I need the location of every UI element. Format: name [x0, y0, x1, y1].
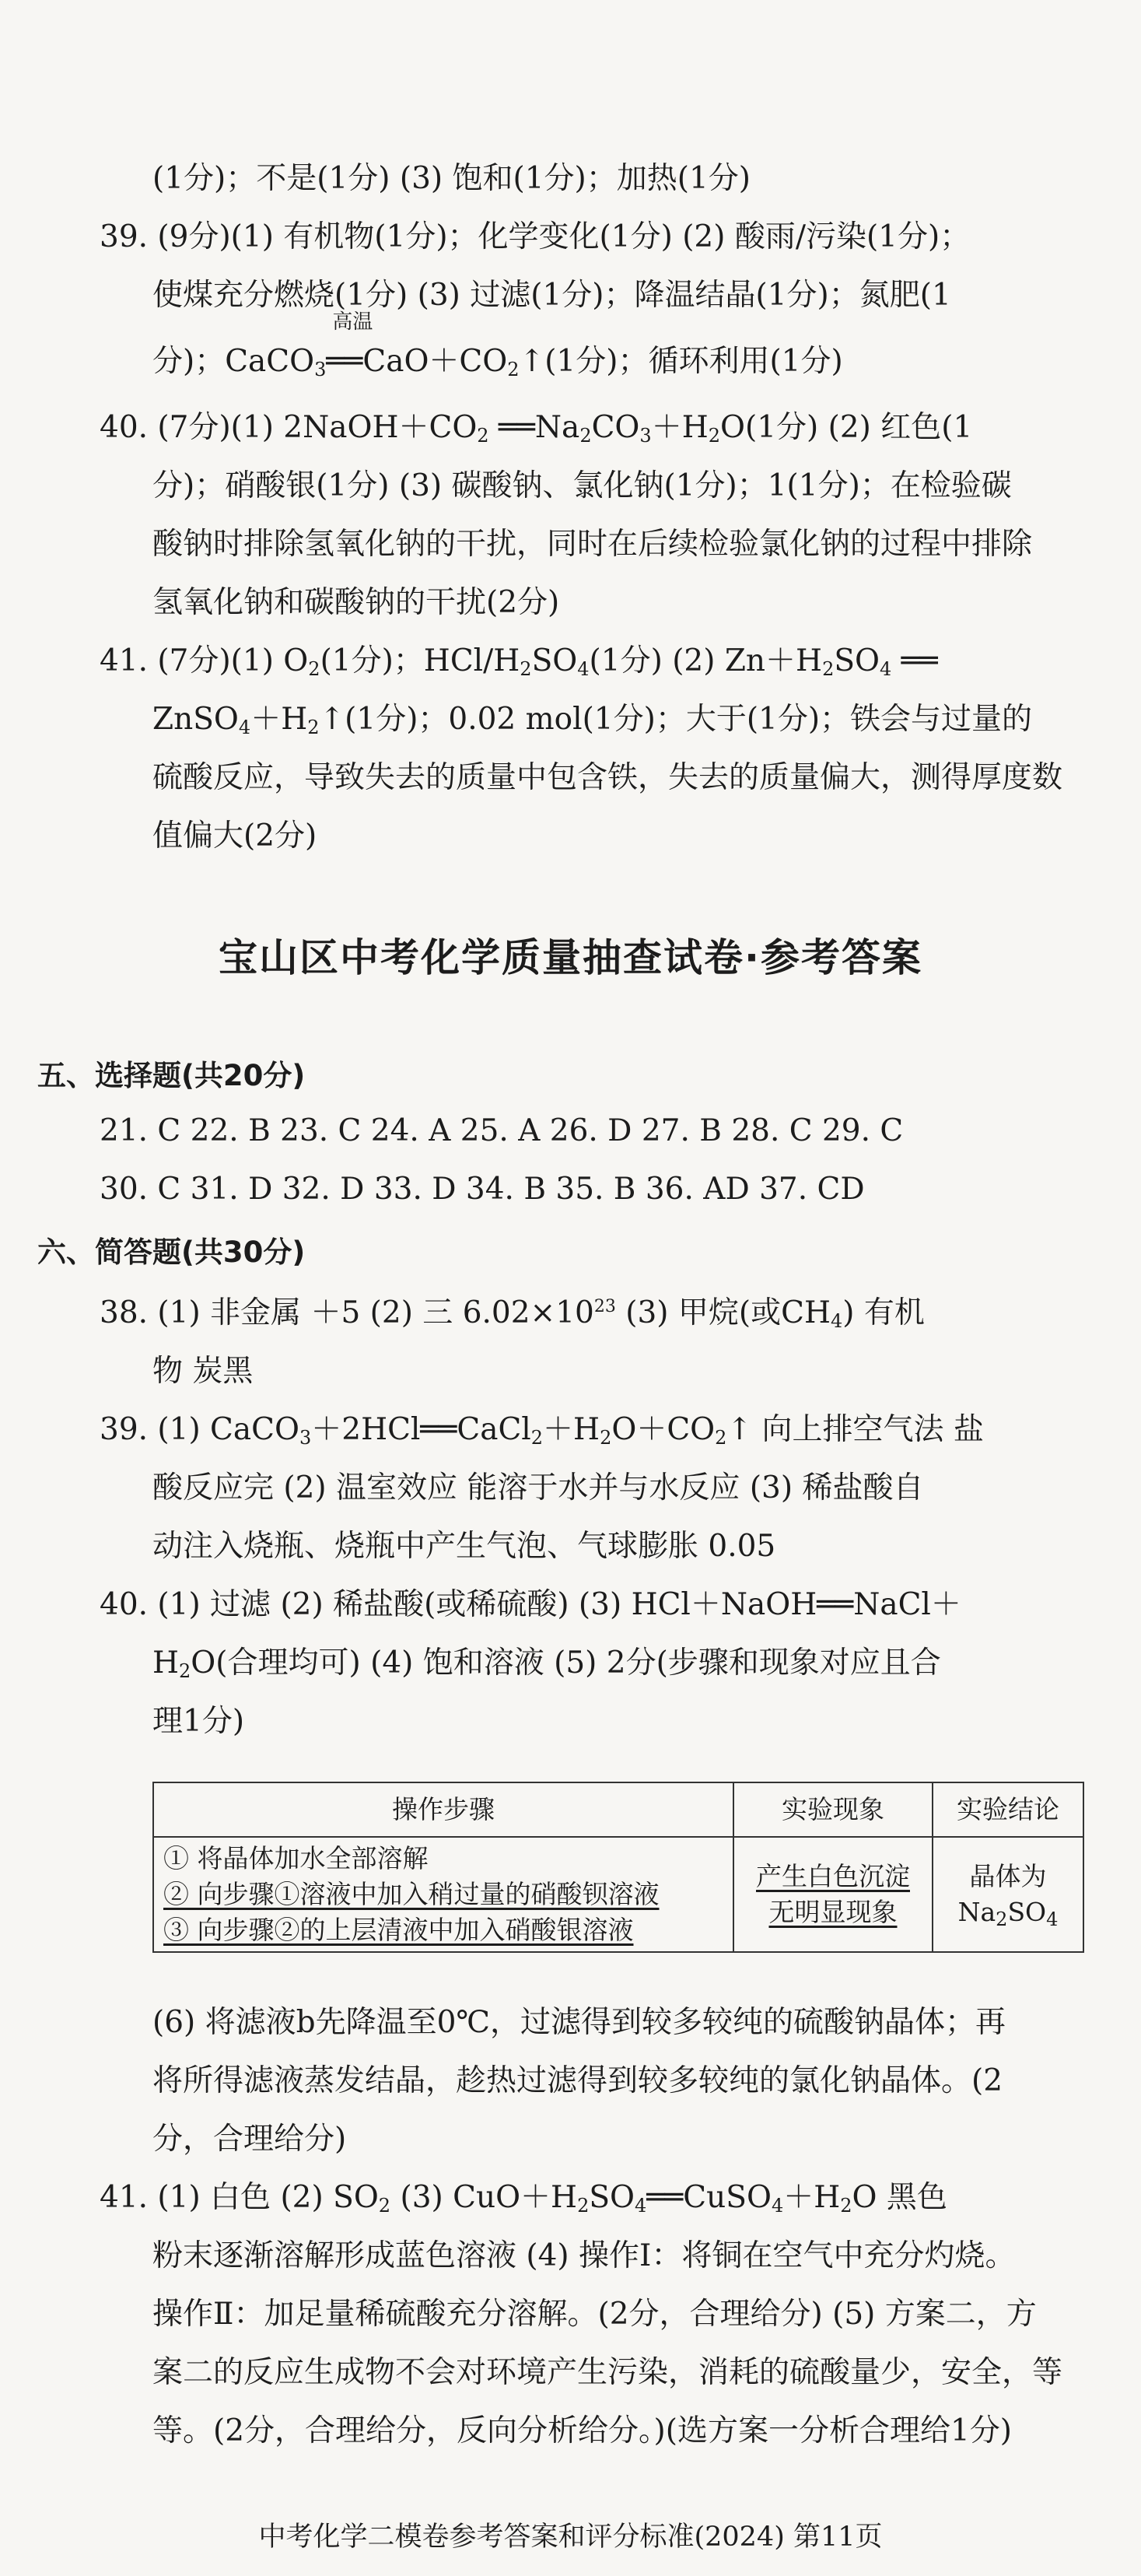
step-item: ③ 向步骤②的上层清液中加入硝酸银溶液 [163, 1915, 634, 1945]
answer-q39 [100, 1400, 1083, 1575]
answer-line: 值偏大(2分) [152, 818, 317, 853]
answer-line: 将所得滤液蒸发结晶，趁热过滤得到较多较纯的氯化钠晶体。(2 [152, 2063, 1003, 2098]
page-footer: 中考化学二模卷参考答案和评分标准(2024) 第11页 [258, 2522, 883, 2553]
phenomenon-item: 产生白色沉淀 [756, 1861, 910, 1891]
answer-line: 粉末逐渐溶解形成蓝色溶液 (4) 操作Ⅰ：将铜在空气中充分灼烧。 [152, 2238, 1016, 2273]
table-cell-conclusion [933, 1837, 1083, 1952]
answer-line: 分)；硝酸银(1分) (3) 碳酸钠、氯化钠(1分)；1(1分)；在检验碳 [152, 468, 1012, 503]
step-item: ① 将晶体加水全部溶解 [163, 1843, 429, 1873]
answer-line: 酸钠时排除氢氧化钠的干扰，同时在后续检验氯化钠的过程中排除 [152, 527, 1033, 562]
experiment-table [152, 1782, 1084, 1953]
answer-line: 41. (1) 白色 (2) $SO_2$ (3) $CuO+H_2SO_4══CuSO_4+H_2O$ 黑色 [100, 2180, 947, 2217]
section-heading: 六、简答题(共30分) [37, 1235, 306, 1269]
answer-q40 [100, 398, 1083, 632]
answer-line: 分，合理给分) [152, 2122, 347, 2157]
table-row [153, 1837, 1083, 1952]
answer-line: 38. (1) 非金属 ＋5 (2) 三 $6.02\times 10^{23}$ (3) 甲烷(或$CH_4$) 有机 [100, 1295, 925, 1332]
answer-line: 操作Ⅱ：加足量稀硫酸充分溶解。(2分，合理给分) (5) 方案二，方 [152, 2297, 1037, 2332]
previous-answers [100, 149, 1083, 865]
conclusion-text: 晶体为 [969, 1861, 1047, 1891]
table-header: 操作步骤 [153, 1782, 733, 1837]
answer-line: 30. C 31. D 32. D 33. D 34. B 35. B 36. AD 37. CD [100, 1172, 865, 1207]
short-answers [100, 1284, 1083, 1751]
short-answers-cont [100, 1993, 1083, 2460]
table-header-row [153, 1782, 1083, 1837]
answer-line: 理1分) [152, 1704, 245, 1739]
answer-line: 等。(2分，合理给分，反向分析给分。)(选方案一分析合理给1分) [152, 2413, 1012, 2448]
phenomenon-item: 无明显现象 [768, 1897, 898, 1927]
answer-q40 [100, 1575, 1083, 1751]
answer-line: $H_2O$(合理均可) (4) 饱和溶液 (5) 2分(步骤和现象对应且合 [152, 1645, 941, 1682]
step-item: ② 向步骤①溶液中加入稍过量的硝酸钡溶液 [163, 1879, 660, 1909]
table-header: 实验现象 [733, 1782, 933, 1837]
table-header: 实验结论 [933, 1782, 1083, 1837]
answer-line: 使煤充分燃烧(1分) (3) 过滤(1分)；降温结晶(1分)；氮肥(1 [152, 278, 951, 313]
answer-line: 39. (1) $CaCO_3+2HCl══CaCl_2+H_2O+CO_2↑$ 向上排空气法 盐 [100, 1412, 984, 1449]
answer-line: 40. (7分)(1) $2NaOH+CO_2$ $══Na_2CO_3+H_2O(1$分) (2) 红色(1 [100, 410, 973, 447]
page-title: 宝山区中考化学质量抽查试卷·参考答案 [219, 935, 922, 980]
answer-line: 硫酸反应，导致失去的质量中包含铁，失去的质量偏大，测得厚度数 [152, 760, 1063, 795]
answer-line: 物 炭黑 [152, 1354, 254, 1389]
choice-answers [100, 1102, 1083, 1218]
conclusion-formula: $Na_2SO_4$ [957, 1897, 1059, 1930]
answer-line: 案二的反应生成物不会对环境产生污染，消耗的硫酸量少，安全，等 [152, 2355, 1063, 2390]
answer-line: 氢氧化钠和碳酸钠的干扰(2分) [152, 585, 560, 620]
answer-q40-6 [100, 1993, 1083, 2168]
answer-q41 [100, 2168, 1083, 2460]
answer-line: 41. (7分)(1) $O_2(1$分)；HCl/$H_2SO_4(1$分) (2) $Zn+H_2SO_4$ ══ [100, 643, 938, 680]
answer-line: 40. (1) 过滤 (2) 稀盐酸(或稀硫酸) (3) HCl＋NaOH══NaCl＋ [100, 1587, 961, 1622]
answer-line: 分)；CaCO$_3$ 高温 $══CaO+CO_2↑(1$分)；循环利用(1分) [152, 310, 843, 380]
answer-line: (6) 将滤液b先降温至0℃，过滤得到较多较纯的硫酸钠晶体；再 [152, 2005, 1006, 2040]
table-cell-steps [153, 1837, 733, 1952]
answer-q38 [100, 1284, 1083, 1400]
section-heading: 五、选择题(共20分) [37, 1059, 306, 1092]
answer-line: 动注入烧瓶、烧瓶中产生气泡、气球膨胀 0.05 [152, 1529, 776, 1564]
answer-line: $ZnSO_4+H_2↑(1$分)；0.02 mol(1分)；大于(1分)；铁会与过量的 [152, 702, 1033, 738]
answer-line: (1分)；不是(1分) (3) 饱和(1分)；加热(1分) [152, 161, 751, 196]
answer-line: 21. C 22. B 23. C 24. A 25. A 26. D 27. B 28. C 29. C [100, 1113, 904, 1148]
answer-line: 酸反应完 (2) 温室效应 能溶于水并与水反应 (3) 稀盐酸自 [152, 1470, 924, 1505]
answer-line: 39. (9分)(1) 有机物(1分)；化学变化(1分) (2) 酸雨/污染(1分)； [100, 219, 971, 254]
answer-q41 [100, 632, 1083, 865]
answer-q39 [100, 208, 1083, 398]
table-cell-phenomena [733, 1837, 933, 1952]
